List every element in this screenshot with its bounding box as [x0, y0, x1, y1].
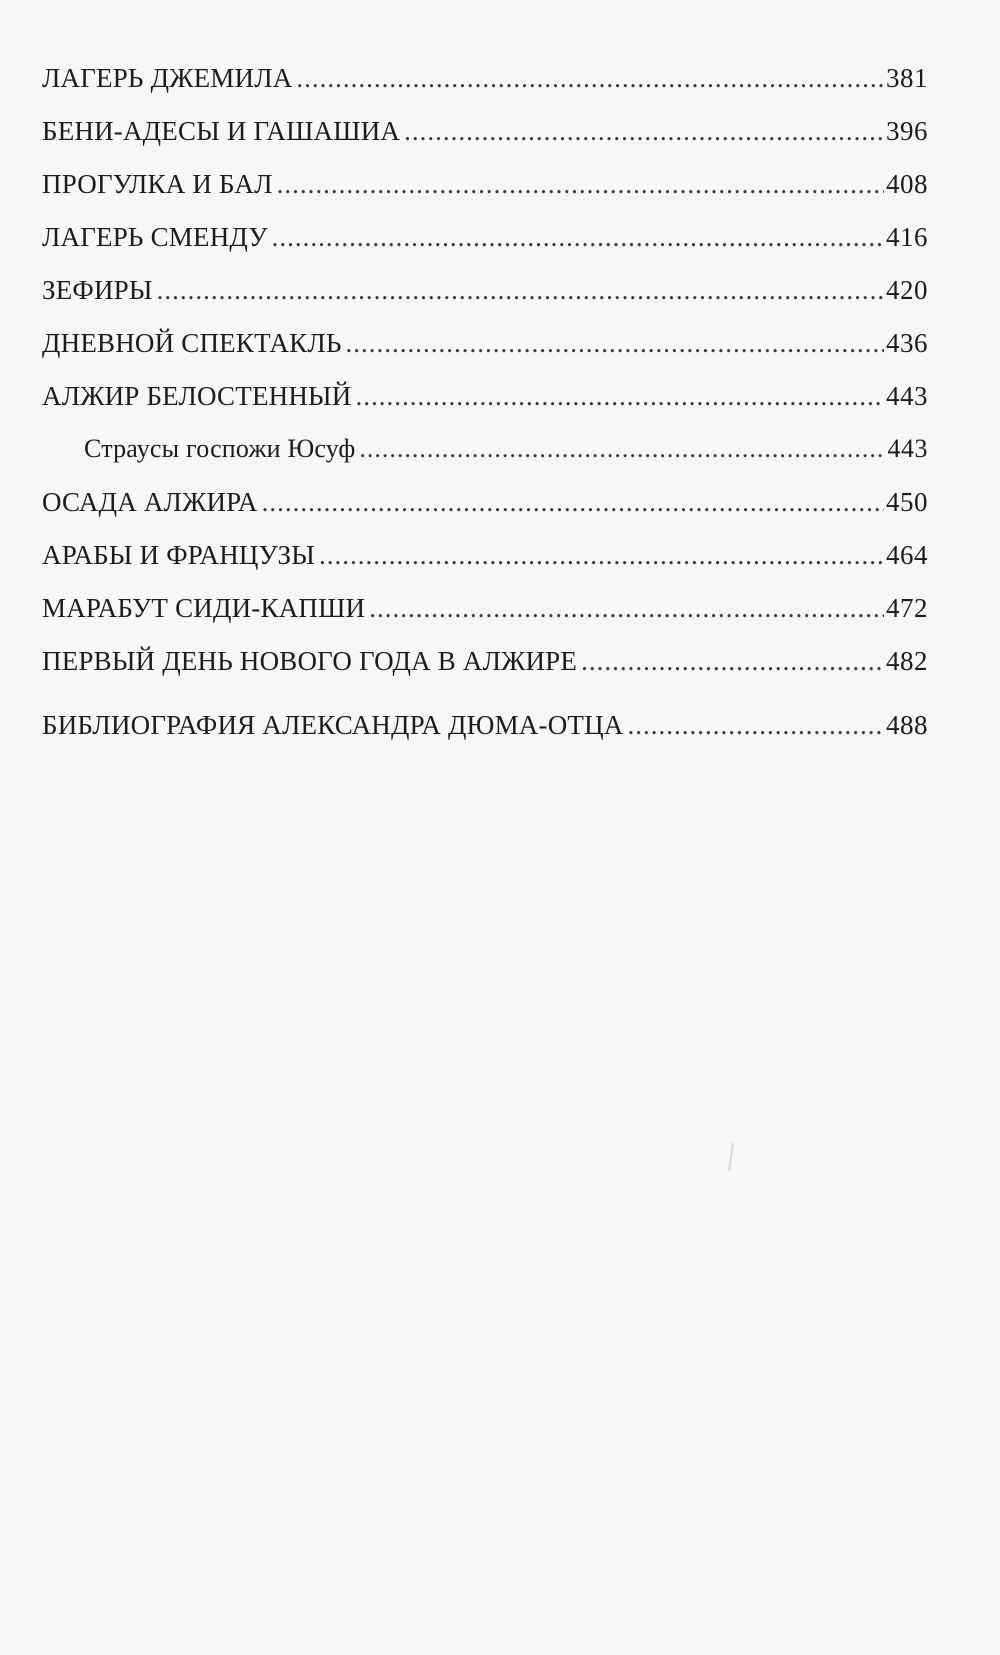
toc-entry [42, 115, 928, 168]
dot-leader [404, 115, 884, 147]
dot-leader [627, 709, 884, 741]
toc-entry-title: БЕНИ-АДЕСЫ И ГАШАШИА [42, 116, 401, 146]
toc-entry-title: МАРАБУТ СИДИ-КАПШИ [42, 593, 366, 623]
toc-entry-title: АЛЖИР БЕЛОСТЕННЫЙ [42, 381, 352, 411]
dot-leader [157, 274, 884, 306]
toc-subentry [42, 433, 928, 486]
toc-entry-title: ЛАГЕРЬ СМЕНДУ [42, 222, 268, 252]
dot-leader [581, 645, 884, 677]
toc-entry-title: БИБЛИОГРАФИЯ АЛЕКСАНДРА ДЮМА-ОТЦА [42, 710, 624, 740]
toc-entry [42, 221, 928, 274]
toc-entry-title: ЗЕФИРЫ [42, 275, 153, 305]
toc-entry [42, 168, 928, 221]
toc-entry-page: 408 [886, 169, 928, 199]
toc-entry-page: 464 [886, 540, 928, 570]
toc-entry-title: ПРОГУЛКА И БАЛ [42, 169, 273, 199]
toc-entry-page: 436 [886, 328, 928, 358]
toc-entry-page: 450 [886, 487, 928, 517]
dot-leader [296, 62, 884, 94]
toc-entry-page: 472 [886, 593, 928, 623]
toc-entry [42, 539, 928, 592]
toc-entry-page: 488 [886, 710, 928, 740]
toc-entry-title: ПЕРВЫЙ ДЕНЬ НОВОГО ГОДА В АЛЖИРЕ [42, 646, 578, 676]
toc-entry-page: 482 [886, 646, 928, 676]
toc-entry-page: 416 [886, 222, 928, 252]
toc-entry [42, 327, 928, 380]
dot-leader [262, 486, 884, 518]
toc-entry [42, 645, 928, 698]
dot-leader [369, 592, 884, 624]
toc-entry-page: 420 [886, 275, 928, 305]
toc-entry [42, 274, 928, 327]
dot-leader [319, 539, 884, 571]
table-of-contents [42, 62, 928, 762]
toc-entry-title: Страусы госпожи Юсуф [84, 434, 356, 463]
toc-entry-title: ДНЕВНОЙ СПЕКТАКЛЬ [42, 328, 342, 358]
dot-leader [355, 380, 884, 412]
toc-entry-page: 443 [886, 381, 928, 411]
paper-scratch-mark [728, 1143, 734, 1171]
toc-entry-title: АРАБЫ И ФРАНЦУЗЫ [42, 540, 316, 570]
toc-entry-page: 443 [887, 434, 928, 463]
toc-entry-page: 381 [886, 63, 928, 93]
dot-leader [359, 433, 885, 465]
dot-leader [272, 221, 884, 253]
dot-leader [277, 168, 884, 200]
toc-entry [42, 592, 928, 645]
toc-entry [42, 380, 928, 433]
toc-entry [42, 62, 928, 115]
toc-entry-page: 396 [886, 116, 928, 146]
toc-entry [42, 709, 928, 762]
toc-entry-title: ЛАГЕРЬ ДЖЕМИЛА [42, 63, 293, 93]
toc-entry [42, 486, 928, 539]
toc-entry-title: ОСАДА АЛЖИРА [42, 487, 258, 517]
dot-leader [346, 327, 884, 359]
